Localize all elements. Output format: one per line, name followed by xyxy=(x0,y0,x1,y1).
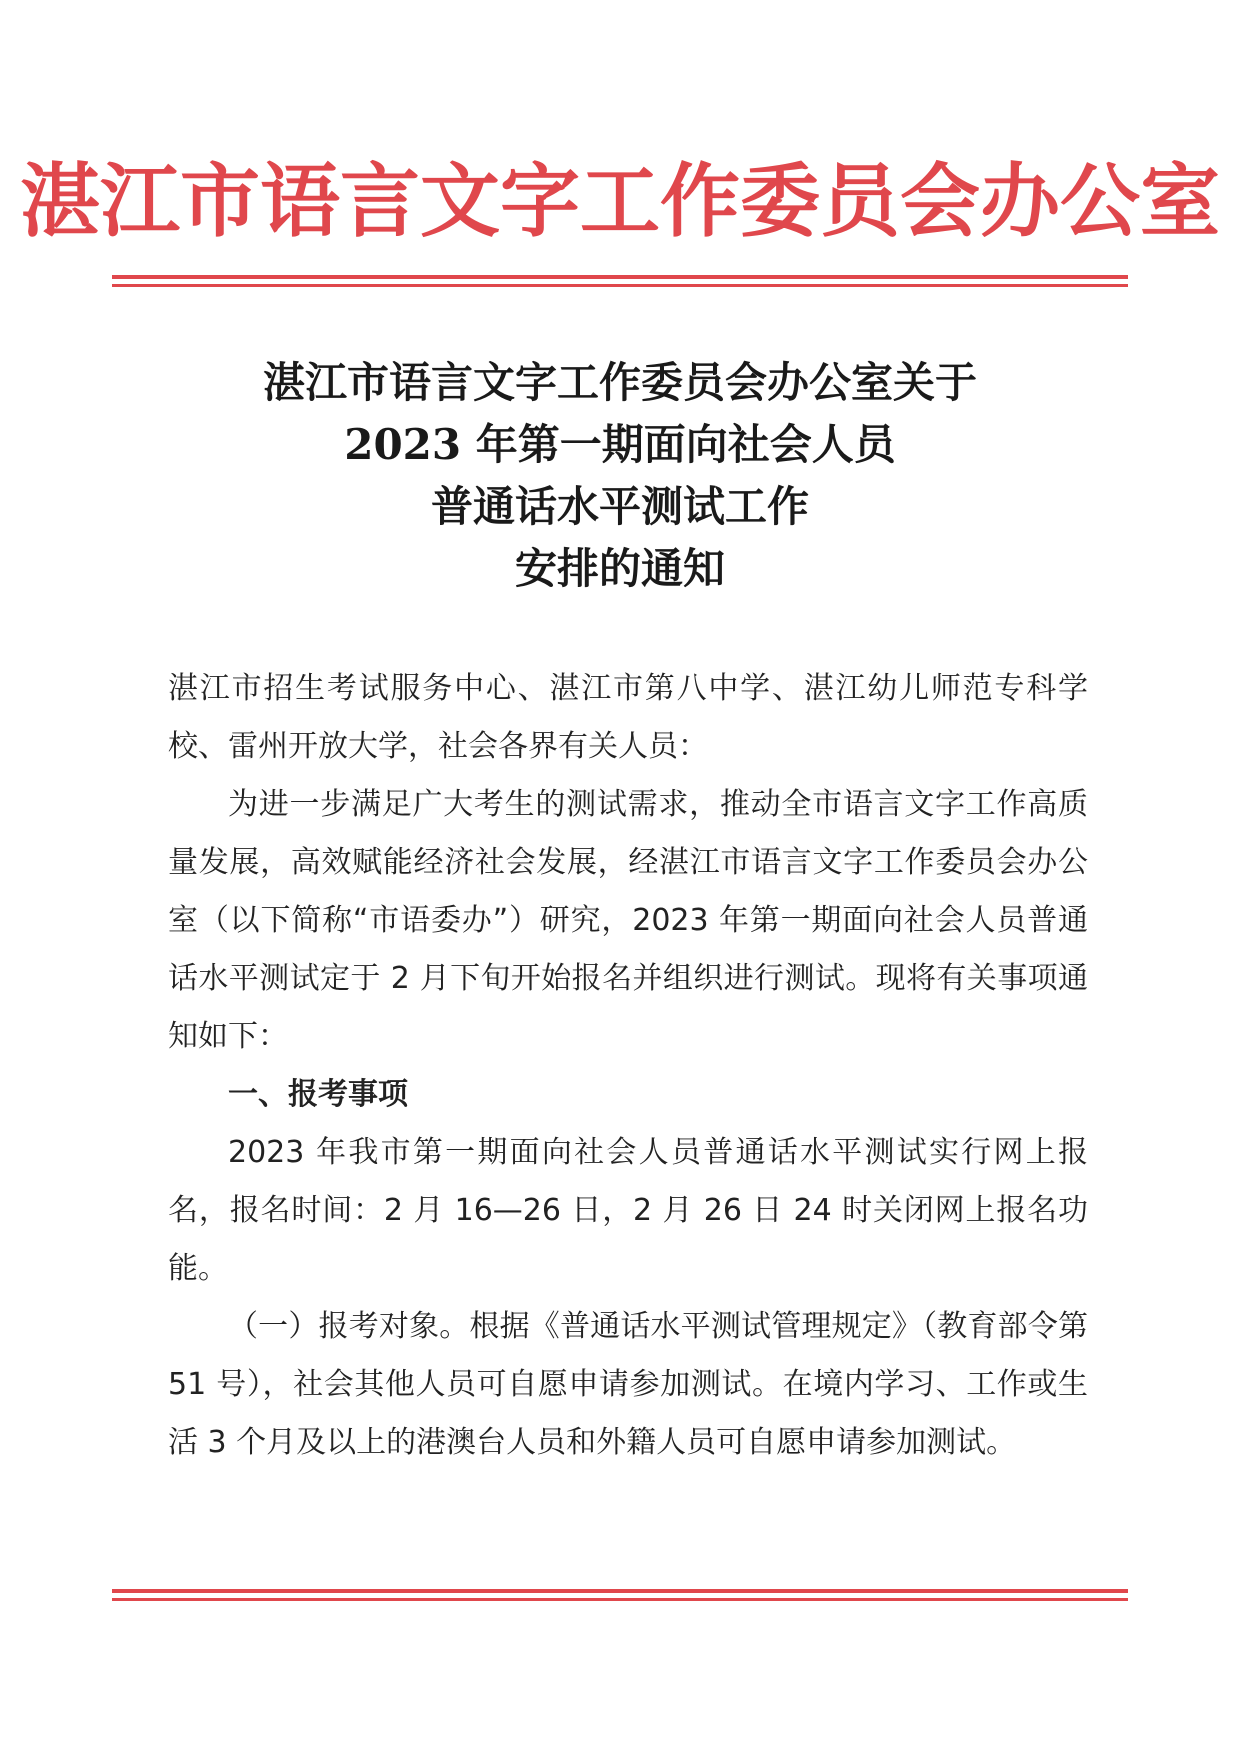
section-1-item-1: （一）报考对象。根据《普通话水平测试管理规定》（教育部令第 51 号），社会其他人员可自愿申请参加测试。在境内学习、工作或生活 3 个月及以上的港澳台人员和外籍人员可自愿申请参加测试。 xyxy=(168,1309,1088,1460)
footer-rule-thick xyxy=(112,1589,1128,1593)
section-heading-1: 一、报考事项 xyxy=(228,1077,408,1112)
notice-title xyxy=(112,352,1128,600)
notice-body xyxy=(168,660,1088,1472)
footer-rule-thin xyxy=(112,1598,1128,1601)
letterhead-title: 湛江市语言文字工作委员会办公室 xyxy=(20,153,1220,248)
letterhead-rule-thick xyxy=(112,275,1128,279)
intro-paragraph: 为进一步满足广大考生的测试需求，推动全市语言文字工作高质量发展，高效赋能经济社会发展，经湛江市语言文字工作委员会办公室（以下简称“市语委办”）研究，2023 年第一期面向社会人员普通话水平测试定于 2 月下旬开始报名并组织进行测试。现将有关事项通知如下： xyxy=(168,787,1088,1054)
salutation: 湛江市招生考试服务中心、湛江市第八中学、湛江幼儿师范专科学校、雷州开放大学，社会各界有关人员： xyxy=(168,671,1088,764)
notice-title-line-3: 普通话水平测试工作 xyxy=(430,482,809,531)
notice-title-line-4: 安排的通知 xyxy=(514,544,725,593)
notice-title-line-1: 湛江市语言文字工作委员会办公室关于 xyxy=(262,358,977,407)
letterhead-rule-thin xyxy=(112,284,1128,287)
notice-title-line-2: 2023 年第一期面向社会人员 xyxy=(344,420,896,469)
section-1-paragraph: 2023 年我市第一期面向社会人员普通话水平测试实行网上报名，报名时间：2 月 16—26 日，2 月 26 日 24 时关闭网上报名功能。 xyxy=(168,1135,1088,1286)
